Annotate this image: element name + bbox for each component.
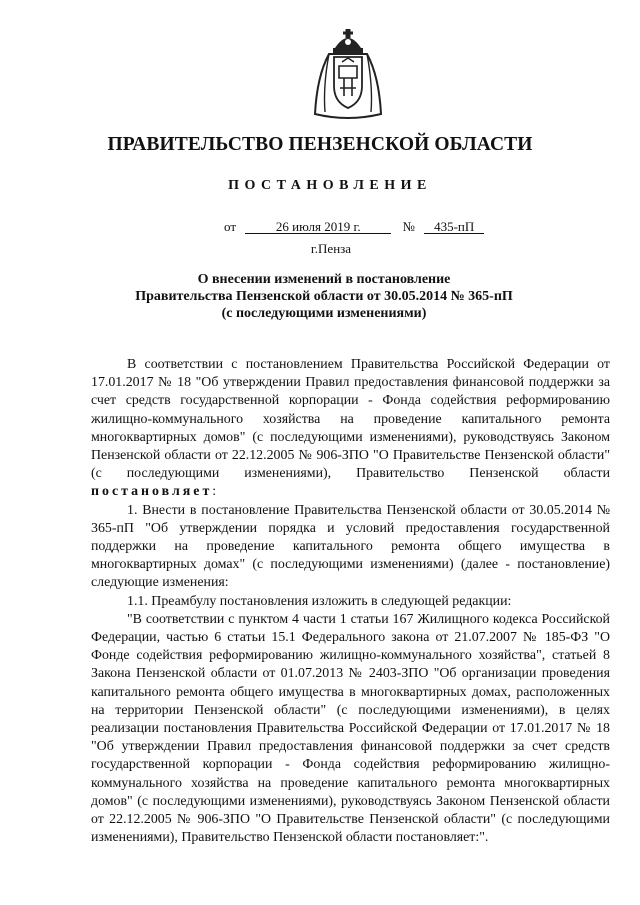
resolves-word: постановляет xyxy=(91,484,213,500)
date-prefix: от xyxy=(224,219,237,234)
preamble-end: : xyxy=(212,484,217,500)
paragraph-preamble xyxy=(91,356,610,502)
organization-name: ПРАВИТЕЛЬСТВО ПЕНЗЕНСКОЙ ОБЛАСТИ xyxy=(107,134,533,155)
document-title xyxy=(0,271,640,322)
title-line-1: О внесении изменений в постановление xyxy=(197,272,451,287)
paragraph-quoted-preamble: "В соответствии с пунктом 4 части 1 статьи 167 Жилищного кодекса Российской Федерации, частью 6 статьи 15.1 Федерального закона от 21.07.2007 № 185-ФЗ "О Фонде содействия реформированию жилищно-коммунального хозяйства", статьей 8 Закона Пензенской области от 01.07.2013 № 2403-ЗПО "Об организации проведения капитального ремонта общего имущества в многоквартирных домах, расположенных на территории Пензенской области" (с последующими изменениями), в целях реализации постановления Правительства Российской Федерации от 17.01.2017 № 18 "Об утверждении Правил предоставления финансовой поддержки за счет средств государственной корпорации - Фонда содействия реформированию жилищно-коммунального хозяйства на проведение капитального ремонта многоквартирных домов" (с последующими изменениями), руководствуясь Законом Пензенской области от 22.12.2005 № 906-ЗПО "О Правительстве Пензенской области" (с последующими изменениями), Правительство Пензенской области постановляет:". xyxy=(91,611,610,846)
document-body xyxy=(91,356,610,847)
date-number-line xyxy=(224,219,484,235)
paragraph-item-1: 1. Внести в постановление Правительства Пензенской области от 30.05.2014 № 365-пП "Об утверждении порядка и условий предоставления государственной поддержки на проведение капитального ремонта общего имущества в многоквартирных домах" (с последующими изменениями) (далее - постановление) следующие изменения: xyxy=(91,502,610,591)
coat-of-arms-emblem xyxy=(309,26,387,122)
document-date: 26 июля 2019 г. xyxy=(245,220,391,234)
document-number: 435-пП xyxy=(424,220,484,234)
preamble-text: В соответствии с постановлением Правительства Российской Федерации от 17.01.2017 № 18 "Об утверждении Правил предоставления финансовой поддержки за счет средств государственной корпорации - Фонда содействия реформированию жилищно-коммунального хозяйства на проведение капитального ремонта многоквартирных домов" (с последующими изменениями), руководствуясь Законом Пензенской области от 22.12.2005 № 906-ЗПО "О Правительстве Пензенской области" (с последующими изменениями), Правительство Пензенской области xyxy=(91,357,610,482)
title-line-3: (с последующими изменениями) xyxy=(221,306,427,321)
title-line-2: Правительства Пензенской области от 30.05.2014 № 365-пП xyxy=(135,289,513,304)
document-type: ПОСТАНОВЛЕНИЕ xyxy=(228,178,432,193)
number-prefix: № xyxy=(402,219,415,234)
city: г.Пенза xyxy=(310,241,352,256)
paragraph-item-1-1: 1.1. Преамбулу постановления изложить в следующей редакции: xyxy=(127,593,512,609)
